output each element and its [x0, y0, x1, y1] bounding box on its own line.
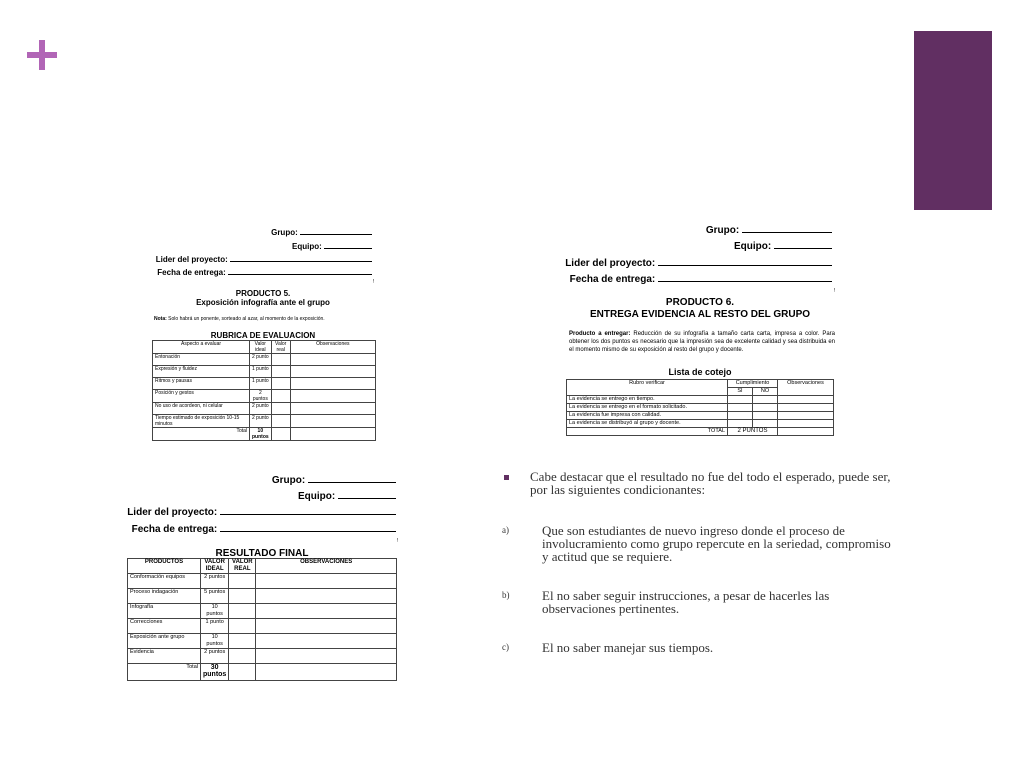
checklist-table — [566, 379, 834, 436]
table-row-total — [153, 428, 376, 441]
product-title: PRODUCTO 5. — [235, 289, 291, 298]
header-observations: OBSERVACIONES — [256, 559, 397, 574]
value-cell: 2 punto — [250, 354, 272, 366]
product-subtitle: ENTREGA EVIDENCIA AL RESTO DEL GRUPO — [589, 309, 811, 320]
aspect-cell: Ritmos y pausas — [153, 378, 250, 390]
product-cell: Exposición ante grupo — [128, 634, 201, 649]
item-marker: a) — [502, 525, 509, 535]
page-mark: ! — [833, 288, 835, 294]
product-subtitle: Exposición infografía ante el grupo — [196, 298, 330, 307]
rubric-title: RUBRICA DE EVALUACION — [210, 331, 316, 340]
product-cell: Evidencia — [128, 649, 201, 664]
value-cell: 2 punto — [250, 403, 272, 415]
accent-bar — [914, 31, 992, 210]
value-cell: 1 punto — [250, 378, 272, 390]
result-title: RESULTADO FINAL — [215, 548, 309, 559]
rubro-cell: La evidencia se distribuyó al grupo y docente. — [567, 420, 728, 428]
form-producto-5 — [150, 225, 376, 445]
header-no: NO — [753, 388, 778, 396]
equipo-field: Equipo: — [298, 491, 396, 502]
equipo-field: Equipo: — [734, 241, 832, 252]
table-row — [128, 604, 397, 619]
lider-field: Lider del proyecto: — [565, 258, 832, 269]
header-observations: Observaciones — [778, 380, 834, 396]
table-row — [153, 403, 376, 415]
value-cell: 2 punto — [250, 415, 272, 428]
product-cell: Conformación equipos — [128, 574, 201, 589]
checklist-title: Lista de cotejo — [668, 367, 732, 377]
item-text: El no saber seguir instrucciones, a pesar de hacerles las observaciones pertinentes. — [542, 588, 830, 616]
table-row — [567, 412, 834, 420]
lider-field: Lider del proyecto: — [156, 255, 372, 264]
rubro-cell: La evidencia fue impresa con calidad. — [567, 412, 728, 420]
product-title: PRODUCTO 6. — [665, 297, 735, 308]
equipo-field: Equipo: — [292, 242, 372, 251]
total-value: 10 puntos — [250, 428, 272, 441]
table-row-total — [567, 428, 834, 436]
value-cell: 2 puntos — [250, 390, 272, 403]
value-cell: 1 punto — [250, 366, 272, 378]
table-row — [153, 354, 376, 366]
table-row — [128, 634, 397, 649]
fecha-field: Fecha de entrega: — [157, 268, 372, 277]
header-ideal: Valor ideal — [250, 341, 272, 354]
fecha-field: Fecha de entrega: — [570, 274, 832, 285]
table-row — [567, 420, 834, 428]
aspect-cell: Posición y gestos — [153, 390, 250, 403]
total-value: 30 puntos — [201, 664, 229, 681]
header-real: Valor real — [271, 341, 290, 354]
product-cell: Correcciones — [128, 619, 201, 634]
product-cell: Proceso indagación — [128, 589, 201, 604]
aspect-cell: Tiempo estimado de exposición 10-15 minutos — [153, 415, 250, 428]
header-cumplimiento: Cumplimiento — [728, 380, 778, 388]
rubro-cell: La evidencia se entrego en tiempo. — [567, 396, 728, 404]
table-row — [567, 404, 834, 412]
form-resultado-final — [126, 473, 398, 693]
product-cell: Infografía — [128, 604, 201, 619]
item-marker: c) — [502, 642, 509, 652]
value-cell: 10 puntos — [201, 634, 229, 649]
header-aspect: Aspecto a evaluar — [153, 341, 250, 354]
note: Nota: Solo habrá un ponente, sorteado al azar, al momento de la exposición. — [154, 316, 325, 322]
fecha-field: Fecha de entrega: — [132, 524, 396, 535]
value-cell: 5 puntos — [201, 589, 229, 604]
form-producto-6 — [564, 224, 836, 444]
table-row — [128, 619, 397, 634]
value-cell: 2 puntos — [201, 574, 229, 589]
grupo-field: Grupo: — [272, 475, 396, 486]
value-cell: 1 punto — [201, 619, 229, 634]
rubric-table — [152, 340, 376, 441]
total-label: Total — [128, 664, 201, 681]
total-label: TOTAL — [567, 428, 728, 436]
header-si: SI — [728, 388, 753, 396]
table-row — [128, 574, 397, 589]
header-observations: Observaciones — [290, 341, 375, 354]
bullet-square-icon — [504, 475, 509, 480]
header-real: VALOR REAL — [229, 559, 256, 574]
item-text: El no saber manejar sus tiempos. — [542, 640, 714, 655]
header-ideal: VALOR IDEAL — [201, 559, 229, 574]
value-cell: 2 puntos — [201, 649, 229, 664]
grupo-field: Grupo: — [271, 228, 372, 237]
item-marker: b) — [502, 590, 510, 600]
aspect-cell: Entonación — [153, 354, 250, 366]
rubro-cell: La evidencia se entrego en el formato solicitado. — [567, 404, 728, 412]
table-row — [153, 415, 376, 428]
aspect-cell: No uso de acordeon, ni celular — [153, 403, 250, 415]
page-mark: ! — [396, 538, 398, 544]
page-mark: ! — [372, 279, 374, 285]
intro-text: Cabe destacar que el resultado no fue del todo el esperado, puede ser, por las siguientes condicionantes: — [530, 469, 891, 497]
result-table — [127, 558, 397, 681]
value-cell: 10 puntos — [201, 604, 229, 619]
table-row — [128, 589, 397, 604]
total-value: 2 PUNTOS — [728, 428, 778, 436]
product-description: Producto a entregar: Reducción de su infografía a tamaño carta carta, impresa a color. Para obtener los dos puntos es necesario que la impresión sea de excelente calidad y sea distribuida en el momento mismo de su exposición al resto del grupo y docente. — [569, 331, 835, 353]
header-products: PRODUCTOS — [128, 559, 201, 574]
table-row — [567, 396, 834, 404]
total-label: Total — [153, 428, 250, 441]
plus-icon — [27, 40, 57, 70]
table-row-total — [128, 664, 397, 681]
grupo-field: Grupo: — [706, 225, 832, 236]
table-row — [153, 366, 376, 378]
header-rubro: Rubro verificar — [567, 380, 728, 396]
table-row — [128, 649, 397, 664]
table-row — [153, 378, 376, 390]
lider-field: Lider del proyecto: — [127, 507, 396, 518]
aspect-cell: Expresión y fluidez — [153, 366, 250, 378]
table-row — [153, 390, 376, 403]
item-text: Que son estudiantes de nuevo ingreso donde el proceso de involucramiento como grupo repercute en la seriedad, compromiso y actitud que se requiere. — [542, 523, 891, 564]
